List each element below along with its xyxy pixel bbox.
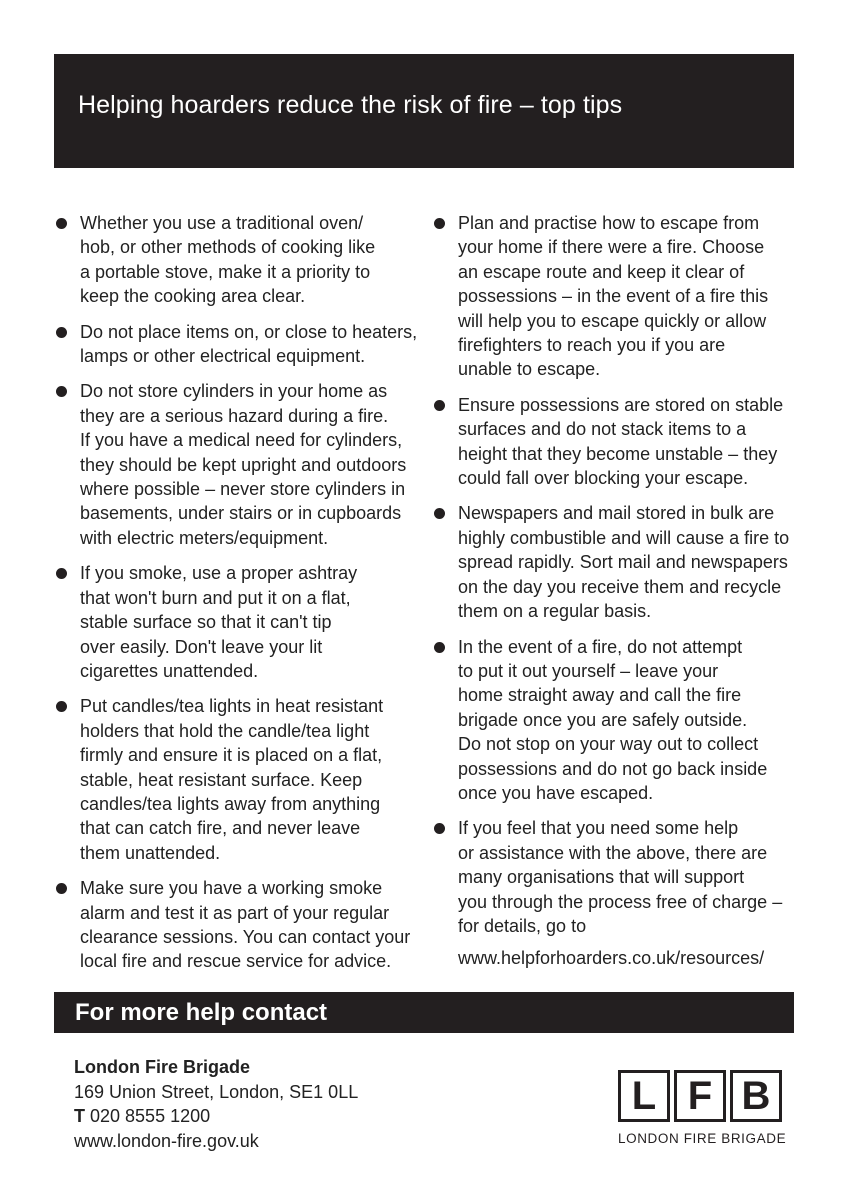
tip-text: Whether you use a traditional oven/ hob, or other methods of cooking like a portable stove, make it a priority to keep the cooking area clear. xyxy=(80,213,376,307)
tip-text: Do not place items on, or close to heaters, lamps or other electrical equipment. xyxy=(80,321,418,367)
tip-text: In the event of a fire, do not attempt to put it out yourself – leave your home straight away and call the fire brigade once you are safely outside. Do not stop on your way out to collect possessions and do not go back inside once you have escaped. xyxy=(458,636,768,803)
tip-text: Make sure you have a working smoke alarm and test it as part of your regular clearance sessions. You can contact your local fire and rescue service for advice. xyxy=(80,878,411,972)
tip-item xyxy=(54,379,426,550)
tip-item xyxy=(54,694,426,865)
bullet-icon xyxy=(434,218,445,229)
bullet-icon xyxy=(434,400,445,411)
resources-link[interactable]: www.helpforhoarders.co.uk/resources/ xyxy=(458,948,765,969)
logo-letter: L xyxy=(618,1070,670,1122)
bullet-icon xyxy=(434,642,445,653)
tip-item xyxy=(54,320,426,369)
tip-item xyxy=(432,393,802,491)
tips-list-right xyxy=(432,211,802,982)
phone-number[interactable]: 020 8555 1200 xyxy=(85,1106,211,1126)
tip-text: If you feel that you need some help or assistance with the above, there are many organisations that will support you through the process free of charge – for details, go to xyxy=(458,818,783,936)
contact-band xyxy=(54,992,794,1033)
page-title: Helping hoarders reduce the risk of fire – top tips xyxy=(78,90,623,119)
tip-text: If you smoke, use a proper ashtray that won't burn and put it on a flat, stable surface so that it can't tip over easily. Don't leave your lit cigarettes unattended. xyxy=(80,563,358,681)
contact-phone xyxy=(74,1104,358,1129)
logo-letter: F xyxy=(674,1070,726,1122)
logo-caption: LONDON FIRE BRIGADE xyxy=(618,1131,787,1146)
bullet-icon xyxy=(56,568,67,579)
bullet-icon xyxy=(56,327,67,338)
tip-text: Put candles/tea lights in heat resistant holders that hold the candle/tea light firmly and ensure it is placed on a flat, stable, heat resistant surface. Keep candles/tea lights away from anything that can catch fire, and never leave them unattended. xyxy=(80,696,384,863)
bullet-icon xyxy=(56,218,67,229)
header-band xyxy=(54,54,794,168)
bullet-icon xyxy=(434,508,445,519)
tips-list-left xyxy=(54,211,426,985)
contact-details xyxy=(74,1055,358,1153)
contact-website[interactable]: www.london-fire.gov.uk xyxy=(74,1130,259,1151)
phone-label: T xyxy=(74,1106,85,1126)
bullet-icon xyxy=(434,823,445,834)
tip-item xyxy=(54,876,426,974)
tip-item xyxy=(432,211,802,382)
bullet-icon xyxy=(56,386,67,397)
tip-item xyxy=(432,501,802,623)
logo-letter-boxes xyxy=(618,1070,796,1122)
tip-text: Newspapers and mail stored in bulk are highly combustible and will cause a fire to spread rapidly. Sort mail and newspapers on the day you receive them and recycle them on a regular basis. xyxy=(458,503,790,622)
tip-item xyxy=(432,816,802,970)
bullet-icon xyxy=(56,883,67,894)
tip-text: Plan and practise how to escape from your home if there were a fire. Choose an escape route and keep it clear of possessions – in the event of a fire this will help you to escape quickly or allow firefighters to reach you if you are unable to escape. xyxy=(458,213,769,380)
lfb-logo xyxy=(618,1070,796,1146)
tip-item xyxy=(54,211,426,309)
tip-item xyxy=(54,561,426,683)
contact-organisation: London Fire Brigade xyxy=(74,1057,251,1077)
bullet-icon xyxy=(56,701,67,712)
tip-text: Ensure possessions are stored on stable surfaces and do not stack items to a height that they become unstable – they could fall over blocking your escape. xyxy=(458,394,784,489)
tip-text: Do not store cylinders in your home as they are a serious hazard during a fire. If you have a medical need for cylinders, they should be kept upright and outdoors where possible – never store cylinders in basements, under stairs or in cupboards with electric meters/equipment. xyxy=(80,381,407,548)
contact-address: 169 Union Street, London, SE1 0LL xyxy=(74,1081,359,1102)
tip-item xyxy=(432,635,802,806)
logo-letter: B xyxy=(730,1070,782,1122)
contact-heading: For more help contact xyxy=(75,998,328,1026)
